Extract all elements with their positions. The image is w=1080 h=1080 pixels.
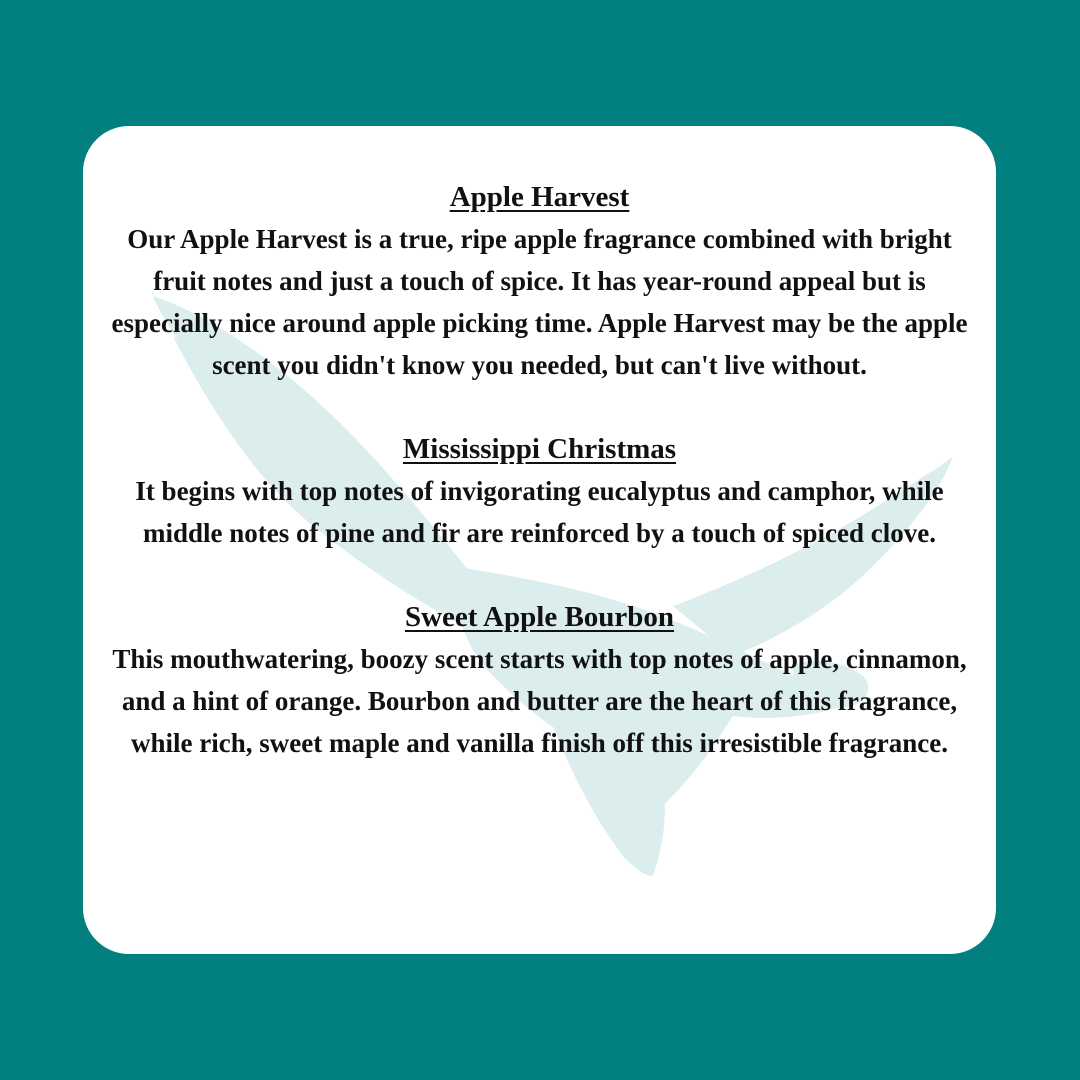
scent-card (83, 126, 996, 954)
scent-description: Our Apple Harvest is a true, ripe apple fragrance combined with bright fruit notes and just a touch of spice. It has year-round appeal but is especially nice around apple picking time. Apple Harvest may be the apple scent you didn't know you needed, but can't live without. (111, 224, 968, 380)
scent-description: This mouthwatering, boozy scent starts with top notes of apple, cinnamon, and a hint of orange. Bourbon and butter are the heart of this fragrance, while rich, sweet maple and vanilla finish off this irresistible fragrance. (112, 644, 967, 758)
scent-title: Sweet Apple Bourbon (404, 601, 675, 633)
scent-title: Mississippi Christmas (402, 433, 677, 465)
scent-section-sweet-apple-bourbon (100, 596, 980, 764)
scent-section-apple-harvest (100, 176, 980, 386)
scent-section-mississippi-christmas (100, 428, 980, 554)
scent-list (83, 126, 996, 764)
scent-title: Apple Harvest (449, 181, 630, 213)
scent-description: It begins with top notes of invigorating eucalyptus and camphor, while middle notes of pine and fir are reinforced by a touch of spiced clove. (135, 476, 944, 548)
